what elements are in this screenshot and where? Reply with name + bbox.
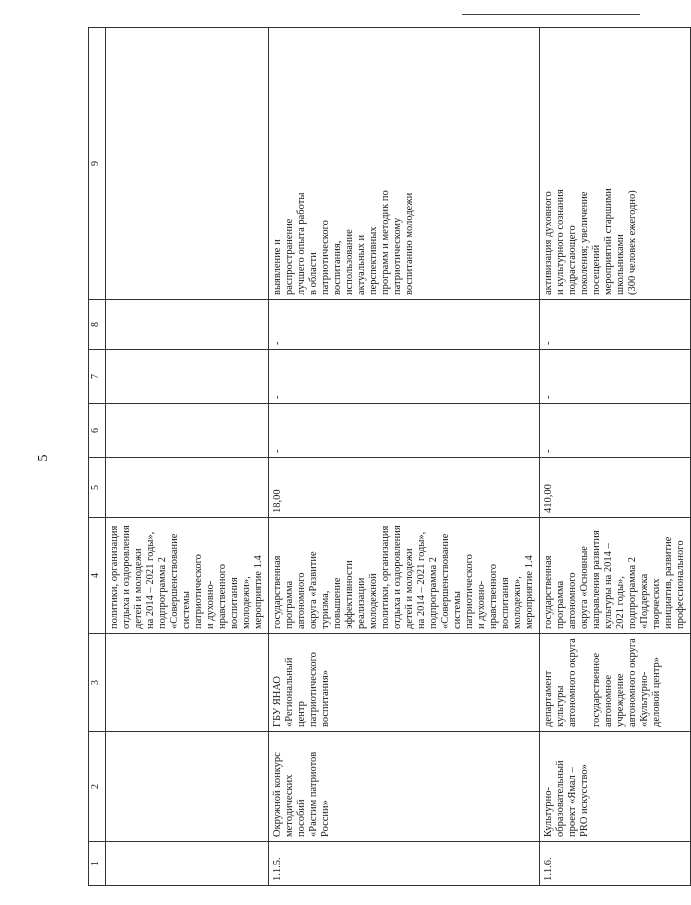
cell-num: 1.1.5. xyxy=(269,842,540,886)
header-col-2: 2 xyxy=(89,732,106,842)
header-col-7: 7 xyxy=(89,350,106,404)
cell-amount: 18,00 xyxy=(269,458,540,518)
cell-name: Культурно- образовательный проект «Ямал – PRO искусство» xyxy=(540,732,691,842)
cell-col-6: - xyxy=(269,404,540,458)
table-row xyxy=(106,28,269,886)
table-container xyxy=(88,28,686,886)
top-rule xyxy=(462,14,640,15)
cell-col-6: - xyxy=(540,404,691,458)
header-col-1: 1 xyxy=(89,842,106,886)
rotated-table xyxy=(88,28,686,886)
cell-result: выявление и распространение лучшего опыта работы в области патриотического воспитания, использование актуальных и перспективных программ и методик по патриотическому воспитанию молодежи xyxy=(269,28,540,300)
table-row xyxy=(269,28,540,886)
cell-executor: департамент культуры автономного округа государственное автономное учреждение автономного округа «Культурно- деловой центр» xyxy=(540,634,691,732)
cell-result xyxy=(106,28,269,300)
cell-col-7 xyxy=(106,350,269,404)
cell-result: активизация духовного и культурного сознания подрастающего поколения; увеличение посещений мероприятий старшими школьниками (300 человек ежегодно) xyxy=(540,28,691,300)
header-col-5: 5 xyxy=(89,458,106,518)
cell-program: государственная программа автономного округа «Развитие туризма, повышение эффективности реализации молодежной политики, организация отдыха и оздоровления детей и молодежи на 2014 – 2021 годы», подпрограмма 2 «Совершенствование системы патриотического и духовно-нравственного воспитания молодежи», мероприятие 1.4 xyxy=(269,518,540,634)
cell-executor xyxy=(106,634,269,732)
cell-col-6 xyxy=(106,404,269,458)
header-col-6: 6 xyxy=(89,404,106,458)
header-col-3: 3 xyxy=(89,634,106,732)
cell-num xyxy=(106,842,269,886)
cell-program: политики, организация отдыха и оздоровления детей и молодежи на 2014 – 2021 годы», подпрограмма 2 «Совершенствование системы патриотического и духовно-нравственного воспитания молодежи», мероприятие 1.4 xyxy=(106,518,269,634)
header-col-8: 8 xyxy=(89,300,106,350)
cell-program: государственная программа автономного округа «Основные направления развития культуры на 2014 – 2021 годы», подпрограмма 2 «Поддержка творческих инициатив, развитие профессионального xyxy=(540,518,691,634)
cell-executor: ГБУ ЯНАО «Региональный центр патриотического воспитания» xyxy=(269,634,540,732)
cell-col-7: - xyxy=(540,350,691,404)
cell-name: Окружной конкурс методических пособий «Растим патриотов России» xyxy=(269,732,540,842)
page-number: 5 xyxy=(36,454,51,462)
cell-num: 1.1.6. xyxy=(540,842,691,886)
cell-amount: 410,00 xyxy=(540,458,691,518)
header-col-4: 4 xyxy=(89,518,106,634)
cell-amount xyxy=(106,458,269,518)
cell-col-8: - xyxy=(269,300,540,350)
header-col-9: 9 xyxy=(89,28,106,300)
cell-col-8: - xyxy=(540,300,691,350)
table-row xyxy=(540,28,691,886)
program-table xyxy=(88,27,691,886)
cell-col-7: - xyxy=(269,350,540,404)
cell-col-8 xyxy=(106,300,269,350)
cell-name xyxy=(106,732,269,842)
header-row xyxy=(89,28,106,886)
